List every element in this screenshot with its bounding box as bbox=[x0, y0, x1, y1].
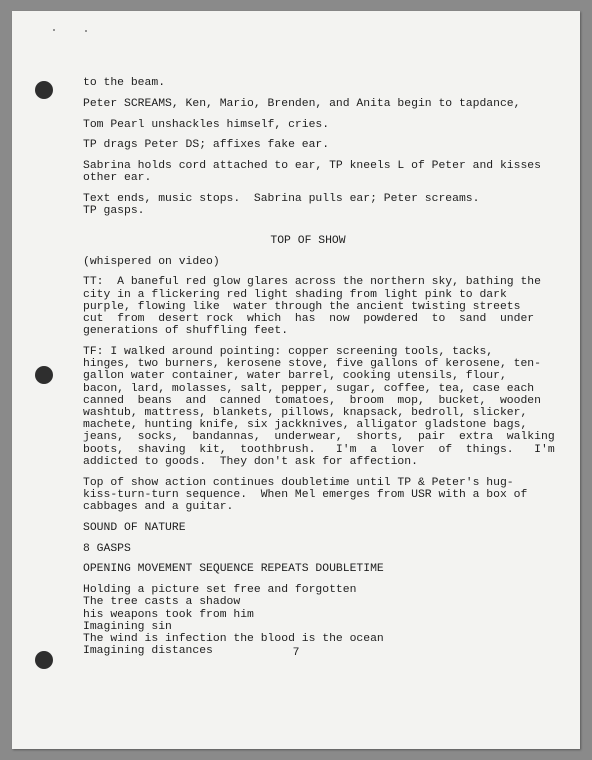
text-line: jeans, socks, bandannas, underwear, shorts, pair extra walking bbox=[83, 431, 555, 444]
text-line: his weapons took from him bbox=[83, 608, 254, 621]
text-line: cabbages and a guitar. bbox=[83, 501, 234, 514]
text-line: The tree casts a shadow bbox=[83, 596, 241, 609]
line-group bbox=[83, 476, 528, 514]
text-line: TP drags Peter DS; affixes fake ear. bbox=[83, 139, 330, 152]
text-line: OPENING MOVEMENT SEQUENCE REPEATS DOUBLETIME bbox=[83, 563, 384, 576]
text-line: TP gasps. bbox=[83, 205, 145, 218]
binder-hole-top bbox=[35, 81, 53, 99]
text-line: canned beans and canned tomatoes, broom mop, bucket, wooden bbox=[83, 394, 541, 407]
text-line: machete, hunting knife, six jackknives, alligator gladstone bags, bbox=[83, 419, 528, 432]
text-line: Imagining distances bbox=[83, 645, 213, 658]
line-group bbox=[83, 543, 523, 555]
text-line: Top of show action continues doubletime until TP & Peter's hug- bbox=[83, 476, 514, 489]
page-number: 7 bbox=[292, 647, 300, 659]
text-line: hinges, two burners, kerosene stove, five gallons of kerosene, ten- bbox=[83, 358, 541, 371]
text-line: Tom Pearl unshackles himself, cries. bbox=[83, 118, 330, 131]
script-body bbox=[83, 77, 555, 658]
text-line: addicted to goods. They don't ask for affection. bbox=[83, 455, 418, 468]
text-line: other ear. bbox=[83, 172, 152, 185]
text-line: The wind is infection the blood is the ocean bbox=[83, 633, 384, 646]
text-line: Imagining sin bbox=[83, 620, 172, 633]
text-line: to the beam. bbox=[83, 77, 166, 89]
line-group bbox=[83, 193, 523, 217]
text-line: SOUND OF NATURE bbox=[83, 521, 186, 534]
text-line: TT: A baneful red glow glares across the northern sky, bathing the bbox=[83, 276, 541, 289]
document-page bbox=[12, 11, 580, 749]
line-group bbox=[83, 139, 523, 151]
line-group bbox=[83, 77, 523, 89]
line-group bbox=[83, 256, 523, 268]
text-line: city in a flickering red light shading from light pink to dark bbox=[83, 288, 507, 301]
text-line: TF: I walked around pointing: copper screening tools, tacks, bbox=[83, 345, 494, 358]
text-line: Sabrina holds cord attached to ear, TP kneels L of Peter and kisses bbox=[83, 160, 541, 173]
text-line: Text ends, music stops. Sabrina pulls ear; Peter screams. bbox=[83, 193, 480, 206]
line-group bbox=[83, 522, 523, 534]
text-line: washtub, mattress, blankets, pillows, knapsack, bedroll, slicker, bbox=[83, 407, 528, 419]
text-line: kiss-turn-turn sequence. When Mel emerges from USR with a box of bbox=[83, 488, 528, 501]
line-group bbox=[83, 345, 555, 468]
text-line: generations of shuffling feet. bbox=[83, 325, 289, 338]
section-heading: TOP OF SHOW bbox=[270, 234, 346, 247]
text-line: gallon water container, water barrel, cooking utensils, flour, bbox=[83, 370, 507, 383]
binder-hole-middle bbox=[35, 366, 53, 384]
text-line: Peter SCREAMS, Ken, Mario, Brenden, and Anita begin to tapdance, bbox=[83, 97, 521, 110]
text-line: bacon, lard, molasses, salt, pepper, sugar, coffee, tea, case each bbox=[83, 382, 535, 395]
text-line: boots, shaving kit, toothbrush. I'm a lover of things. I'm bbox=[83, 443, 555, 456]
text-line: purple, flowing like water through the ancient twisting streets bbox=[83, 300, 521, 313]
text-line: 8 GASPS bbox=[83, 542, 131, 555]
text-line: cut from desert rock which has now powdered to sand under bbox=[83, 312, 535, 325]
text-line: (whispered on video) bbox=[83, 255, 220, 268]
line-group bbox=[83, 98, 523, 110]
paper-speck bbox=[85, 30, 87, 32]
line-group bbox=[83, 160, 541, 185]
line-group bbox=[83, 563, 523, 575]
text-line: Holding a picture set free and forgotten bbox=[83, 584, 357, 597]
line-group bbox=[83, 276, 541, 338]
paper-speck bbox=[53, 29, 55, 31]
line-group bbox=[83, 119, 523, 131]
